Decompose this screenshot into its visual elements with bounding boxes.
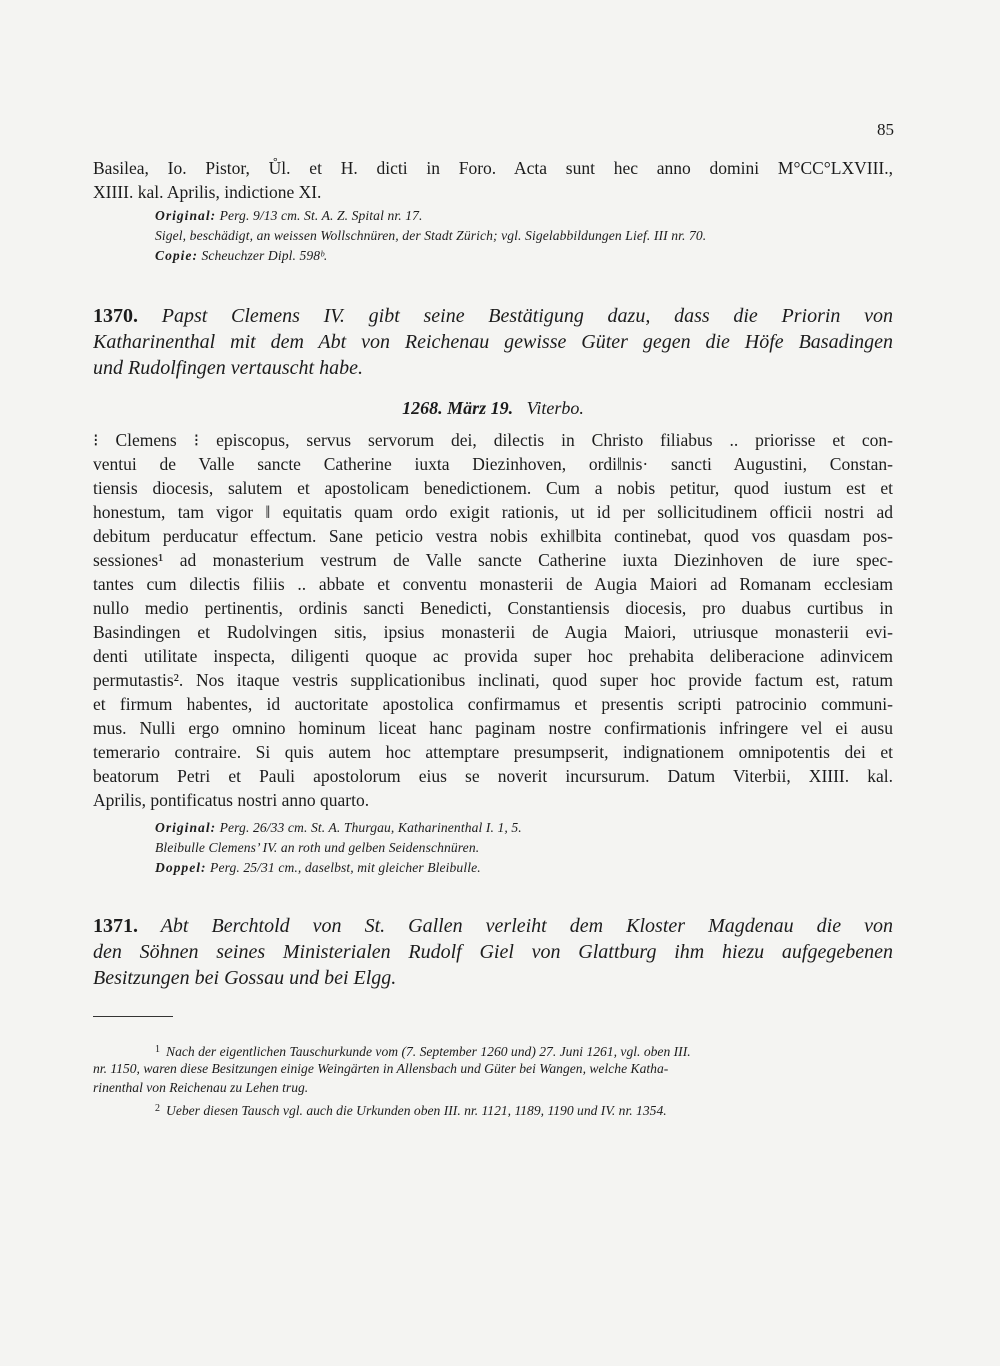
footnotes (93, 1040, 893, 1118)
footnote-line (93, 1099, 893, 1118)
note-text: Perg. 25/31 cm., daselbst, mit gleicher Bleibulle. (210, 860, 481, 875)
note-line (93, 246, 893, 266)
top-continuation (93, 156, 893, 204)
heading-line: den Söhnen seines Ministerialen Rudolf Giel von Glattburg ihm hiezu aufgegebenen (93, 941, 893, 963)
body-line: debitum perducatur effectum. Sane peticio vestra nobis exhi‖bita continebat, quod vos quasdam pos- (93, 526, 893, 546)
footnote-line: rinenthal von Reichenau zu Lehen trug. (93, 1080, 309, 1095)
heading-line (93, 303, 893, 329)
body-line: denti utilitate inspecta, diligenti quoque ac provida super hoc prehabita deliberacione adinvicem (93, 646, 893, 666)
body-line: tantes cum dilectis filiis .. abbate et conventu monasterii de Augia Maiori ad Romanam ecclesiam (93, 574, 893, 594)
place: Viterbo. (526, 398, 584, 418)
entry-1370-notes (93, 818, 893, 878)
dateline (93, 395, 893, 421)
body-line: Aprilis, pontificatus nostri anno quarto. (93, 790, 370, 810)
heading-line: Besitzungen bei Gossau und bei Elgg. (93, 967, 397, 989)
footnote-text: Nach der eigentlichen Tauschurkunde vom (7. September 1260 und) 27. Juni 1261, vgl. oben III. (166, 1044, 691, 1059)
body-line: permutastis². Nos itaque vestris supplicationibus inclinati, quod super hoc provide factum est, ratum (93, 670, 893, 690)
top-line: XIIII. kal. Aprilis, indictione XI. (93, 182, 322, 202)
body-line: et firmum habentes, id auctoritate apostolica confirmamus et presentis scripti patrocinio communi- (93, 694, 893, 714)
body-line: nullo medio pertinentis, ordinis sancti Benedicti, Constantiensis diocesis, pro duabus curtibus in (93, 598, 893, 618)
note-text: Scheuchzer Dipl. 598ᵇ. (201, 248, 328, 263)
body-line: temerario contraire. Si quis autem hoc attemptare presumpserit, indignationem omnipotentis dei et (93, 742, 893, 762)
body-line: honestum, tam vigor ‖ equitatis quam ordo exigit rationis, ut id per sollicitudinem officii nostri ad (93, 502, 893, 522)
entry-number: 1370. (93, 305, 138, 327)
body-line: tiensis diocesis, salutem et apostolicam benedictionem. Cum a nobis petitur, quod iustum est et (93, 478, 893, 498)
top-notes (93, 206, 893, 266)
note-label: Original: (155, 820, 217, 835)
footnote-line: nr. 1150, waren diese Besitzungen einige Weingärten in Allensbach und Güter bei Wangen, welche Katha- (93, 1061, 669, 1076)
body-line: mus. Nulli ergo omnino hominum liceat hanc paginam nostre confirmationis infringere vel ei ausu (93, 718, 893, 738)
footnote-text: Ueber diesen Tausch vgl. auch die Urkunden oben III. nr. 1121, 1189, 1190 und IV. nr. 1354. (166, 1103, 667, 1118)
note-text: Perg. 9/13 cm. St. A. Z. Spital nr. 17. (219, 208, 423, 223)
note-label: Doppel: (155, 860, 207, 875)
body-line: ⁝ Clemens ⁝ episcopus, servus servorum dei, dilectis in Christo filiabus .. priorisse et con- (93, 430, 893, 450)
body-line: Basindingen et Rudolvingen sitis, ipsius monasterii de Augia Maiori, utriusque monasterii evi- (93, 622, 893, 642)
page-number: 85 (877, 120, 894, 139)
note-line (93, 858, 893, 878)
note-line (93, 226, 893, 246)
body-line: sessiones¹ ad monasterium vestrum de Valle sancte Catherine iuxta Diezinhoven de iure spec- (93, 550, 893, 570)
heading-line (93, 913, 893, 939)
entry-1370-body (93, 428, 893, 812)
heading-line: und Rudolfingen vertauscht habe. (93, 357, 363, 379)
body-line: beatorum Petri et Pauli apostolorum eius se noverit incursurum. Datum Viterbii, XIIII. kal. (93, 766, 893, 786)
note-line (93, 818, 893, 838)
note-line (93, 206, 893, 226)
note-label: Original: (155, 208, 217, 223)
note-line (93, 838, 893, 858)
footnote-rule (93, 1016, 173, 1017)
footnote-mark: 2 (155, 1103, 160, 1114)
heading-text: Abt Berchtold von St. Gallen verleiht dem Kloster Magdenau die von (160, 915, 893, 937)
heading-line: Katharinenthal mit dem Abt von Reichenau gewisse Güter gegen die Höfe Basadingen (93, 331, 893, 353)
entry-number: 1371. (93, 915, 138, 937)
heading-text: Papst Clemens IV. gibt seine Bestätigung dazu, dass die Priorin von (161, 305, 893, 327)
entry-1370-heading (93, 303, 893, 381)
date: 1268. März 19. (402, 398, 514, 418)
footnote-line (93, 1040, 893, 1059)
body-line: ventui de Valle sancte Catherine iuxta Diezinhoven, ordi‖nis· sancti Augustini, Constan- (93, 454, 893, 474)
note-label: Copie: (155, 248, 198, 263)
top-line: Basilea, Io. Pistor, Ůl. et H. dicti in Foro. Acta sunt hec anno domini M°CC°LXVIII., (93, 158, 893, 178)
entry-1370-dateline (93, 395, 893, 421)
note-text: Sigel, beschädigt, an weissen Wollschnüren, der Stadt Zürich; vgl. Sigelabbildungen Lief. III nr. 70. (155, 228, 707, 243)
footnote-mark: 1 (155, 1044, 160, 1055)
note-text: Perg. 26/33 cm. St. A. Thurgau, Katharinenthal I. 1, 5. (219, 820, 522, 835)
note-text: Bleibulle Clemens’ IV. an roth und gelben Seidenschnüren. (155, 840, 480, 855)
entry-1371-heading (93, 913, 893, 991)
